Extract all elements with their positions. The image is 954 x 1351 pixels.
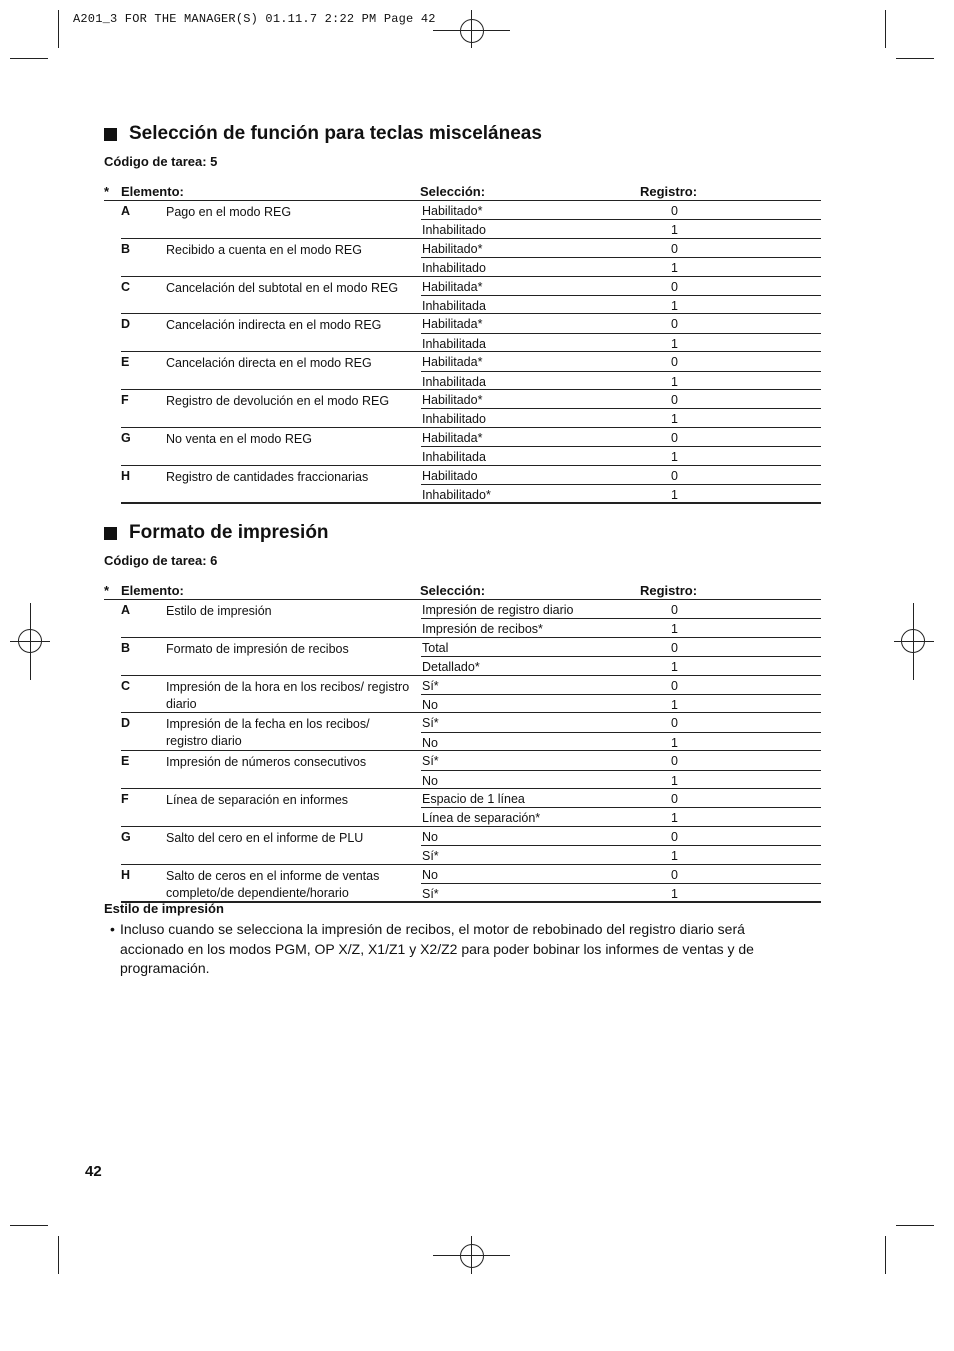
option-row — [421, 428, 821, 446]
row-letter: H — [121, 867, 131, 882]
option-label: No — [422, 773, 438, 788]
option-row — [421, 219, 821, 238]
option-value: 0 — [671, 241, 678, 256]
table-row — [121, 864, 821, 902]
option-label: Inhabilitada — [422, 298, 486, 313]
square-bullet-icon — [104, 128, 117, 141]
option-value: 0 — [671, 603, 678, 617]
option-label: Total — [422, 640, 449, 655]
option-row — [421, 789, 821, 807]
table-row — [121, 238, 821, 276]
table-row — [121, 313, 821, 351]
row-description: Impresión de números consecutivos — [166, 755, 367, 770]
option-value: 0 — [671, 317, 678, 332]
option-label: Habilitada* — [422, 317, 483, 332]
option-label: Espacio de 1 línea — [422, 791, 525, 806]
option-label: Impresión de registro diario — [422, 603, 574, 617]
option-row — [421, 201, 821, 219]
option-label: Inhabilitada — [422, 450, 486, 465]
table-row — [121, 389, 821, 427]
task-code: Código de tarea: 5 — [104, 154, 218, 169]
option-value: 1 — [671, 773, 678, 788]
option-row — [421, 446, 821, 465]
option-value: 1 — [671, 374, 678, 389]
bullet-icon: • — [110, 921, 115, 937]
col-selection: Selección: — [420, 184, 486, 199]
row-letter: E — [121, 754, 130, 769]
option-value: 1 — [671, 660, 678, 675]
option-row — [421, 883, 821, 902]
option-row — [421, 333, 821, 352]
row-description: Salto del cero en el informe de PLU — [166, 830, 364, 845]
option-label: Habilitada* — [422, 355, 483, 370]
option-value: 1 — [671, 886, 678, 901]
option-value: 0 — [671, 279, 678, 294]
option-label: Sí* — [422, 754, 439, 769]
option-label: Inhabilitado — [422, 412, 486, 427]
option-label: Inhabilitado — [422, 261, 486, 276]
row-description: Cancelación indirecta en el modo REG — [166, 318, 382, 333]
option-value: 0 — [671, 640, 678, 655]
row-letter: F — [121, 791, 129, 806]
option-row — [421, 676, 821, 694]
option-value: 0 — [671, 716, 678, 731]
option-value: 0 — [671, 678, 678, 693]
task-code: Código de tarea: 6 — [104, 553, 218, 568]
row-description: Cancelación directa en el modo REG — [166, 356, 372, 371]
col-register: Registro: — [640, 184, 698, 199]
option-label: Inhabilitada — [422, 336, 486, 351]
table-row — [121, 600, 821, 637]
row-letter: A — [121, 603, 131, 617]
option-row — [421, 807, 821, 826]
table-header — [104, 180, 821, 201]
option-row — [421, 371, 821, 390]
row-letter: F — [121, 392, 129, 407]
option-label: Detallado* — [422, 660, 480, 675]
option-value: 1 — [671, 450, 678, 465]
option-label: Inhabilitado — [422, 223, 486, 238]
option-value: 1 — [671, 735, 678, 750]
option-row — [421, 466, 821, 484]
table-row — [121, 826, 821, 864]
row-letter: G — [121, 430, 131, 445]
table-row — [121, 712, 821, 750]
option-value: 0 — [671, 392, 678, 407]
option-value: 1 — [671, 261, 678, 276]
option-label: Sí* — [422, 678, 439, 693]
col-star: * — [104, 184, 110, 199]
row-description: Registro de devolución en el modo REG — [166, 393, 390, 408]
note-body — [104, 920, 804, 979]
row-letter: H — [121, 468, 131, 483]
option-label: Sí* — [422, 886, 439, 901]
row-letter: B — [121, 640, 131, 655]
option-value: 1 — [671, 412, 678, 427]
option-value: 0 — [671, 204, 678, 218]
row-letter: D — [121, 716, 131, 731]
table-body — [121, 201, 821, 504]
option-value: 0 — [671, 791, 678, 806]
option-label: Línea de separación* — [422, 811, 541, 826]
row-description: Impresión de la fecha en los recibos/ registro diario — [166, 717, 370, 749]
option-value: 0 — [671, 355, 678, 370]
option-label: Sí* — [422, 849, 439, 864]
option-row — [421, 827, 821, 845]
option-label: Habilitado* — [422, 204, 483, 218]
row-letter: D — [121, 317, 131, 332]
col-selection: Selección: — [420, 583, 486, 598]
option-row — [421, 845, 821, 864]
option-row — [421, 257, 821, 276]
page-number: 42 — [85, 1163, 102, 1180]
option-row — [421, 295, 821, 314]
option-label: No — [422, 867, 438, 882]
section-print-format — [104, 521, 821, 903]
row-description: Cancelación del subtotal en el modo REG — [166, 280, 399, 295]
option-label: Impresión de recibos* — [422, 622, 543, 637]
col-element: Elemento: — [121, 583, 184, 598]
option-label: No — [422, 697, 438, 712]
option-label: Sí* — [422, 716, 439, 731]
option-value: 1 — [671, 811, 678, 826]
table-row — [121, 465, 821, 503]
row-letter: G — [121, 829, 131, 844]
option-label: Inhabilitada — [422, 374, 486, 389]
option-row — [421, 484, 821, 503]
table-row — [121, 276, 821, 314]
option-row — [421, 713, 821, 731]
option-value: 1 — [671, 697, 678, 712]
table-row — [121, 637, 821, 675]
section-title: Selección de función para teclas misceláneas — [104, 122, 821, 146]
option-row — [421, 277, 821, 295]
option-row — [421, 314, 821, 332]
option-label: Habilitado* — [422, 392, 483, 407]
option-label: Habilitado — [422, 468, 478, 483]
option-label: Habilitada* — [422, 279, 483, 294]
col-element: Elemento: — [121, 184, 184, 199]
option-row — [421, 751, 821, 769]
row-description: Recibido a cuenta en el modo REG — [166, 242, 362, 257]
table-header — [104, 579, 821, 600]
row-letter: C — [121, 279, 131, 294]
option-value: 0 — [671, 430, 678, 445]
col-star: * — [104, 583, 110, 598]
option-value: 1 — [671, 622, 678, 637]
option-row — [421, 390, 821, 408]
row-letter: C — [121, 678, 131, 693]
row-letter: A — [121, 204, 131, 218]
option-value: 1 — [671, 487, 678, 502]
option-row — [421, 352, 821, 370]
table-row — [121, 788, 821, 826]
option-value: 0 — [671, 754, 678, 769]
option-label: Inhabilitado* — [422, 487, 491, 502]
option-value: 0 — [671, 867, 678, 882]
row-description: Registro de cantidades fraccionarias — [166, 469, 369, 484]
option-row — [421, 770, 821, 789]
row-letter: E — [121, 355, 130, 370]
table-row — [121, 675, 821, 713]
option-label: Habilitado* — [422, 241, 483, 256]
square-bullet-icon — [104, 527, 117, 540]
option-row — [421, 732, 821, 751]
col-register: Registro: — [640, 583, 698, 598]
option-value: 0 — [671, 829, 678, 844]
row-description: Pago en el modo REG — [166, 205, 292, 219]
option-value: 1 — [671, 336, 678, 351]
option-value: 1 — [671, 849, 678, 864]
option-row — [421, 694, 821, 713]
row-description: Salto de ceros en el informe de ventas completo/de dependiente/horario — [166, 868, 380, 900]
option-row — [421, 408, 821, 427]
option-label: Habilitada* — [422, 430, 483, 445]
note-title: Estilo de impresión — [104, 901, 224, 916]
row-description: Formato de impresión de recibos — [166, 641, 349, 656]
option-row — [421, 600, 821, 618]
table-row — [121, 201, 821, 238]
section-misc-keys — [104, 122, 821, 504]
row-description: Línea de separación en informes — [166, 792, 349, 807]
print-slug: A201_3 FOR THE MANAGER(S) 01.11.7 2:22 PM Page 42 — [73, 12, 436, 26]
print-style-note — [104, 901, 804, 979]
option-value: 0 — [671, 468, 678, 483]
table-row — [121, 427, 821, 465]
option-label: No — [422, 735, 438, 750]
option-value: 1 — [671, 223, 678, 238]
option-row — [421, 656, 821, 675]
row-description: No venta en el modo REG — [166, 431, 312, 446]
option-row — [421, 239, 821, 257]
section-title: Formato de impresión — [104, 521, 821, 545]
table-body — [121, 600, 821, 903]
row-description: Impresión de la hora en los recibos/ registro diario — [166, 679, 410, 711]
row-description: Estilo de impresión — [166, 604, 272, 618]
table-row — [121, 750, 821, 788]
row-letter: B — [121, 241, 131, 256]
option-row — [421, 618, 821, 637]
note-text: Incluso cuando se selecciona la impresión de recibos, el motor de rebobinado del registro diario será accionado en los modos PGM, OP X/Z, X1/Z1 y X2/Z2 para poder bobinar los informes de ventas y de programación. — [120, 921, 754, 976]
option-row — [421, 638, 821, 656]
option-row — [421, 865, 821, 883]
option-label: No — [422, 829, 438, 844]
table-row — [121, 351, 821, 389]
option-value: 1 — [671, 298, 678, 313]
